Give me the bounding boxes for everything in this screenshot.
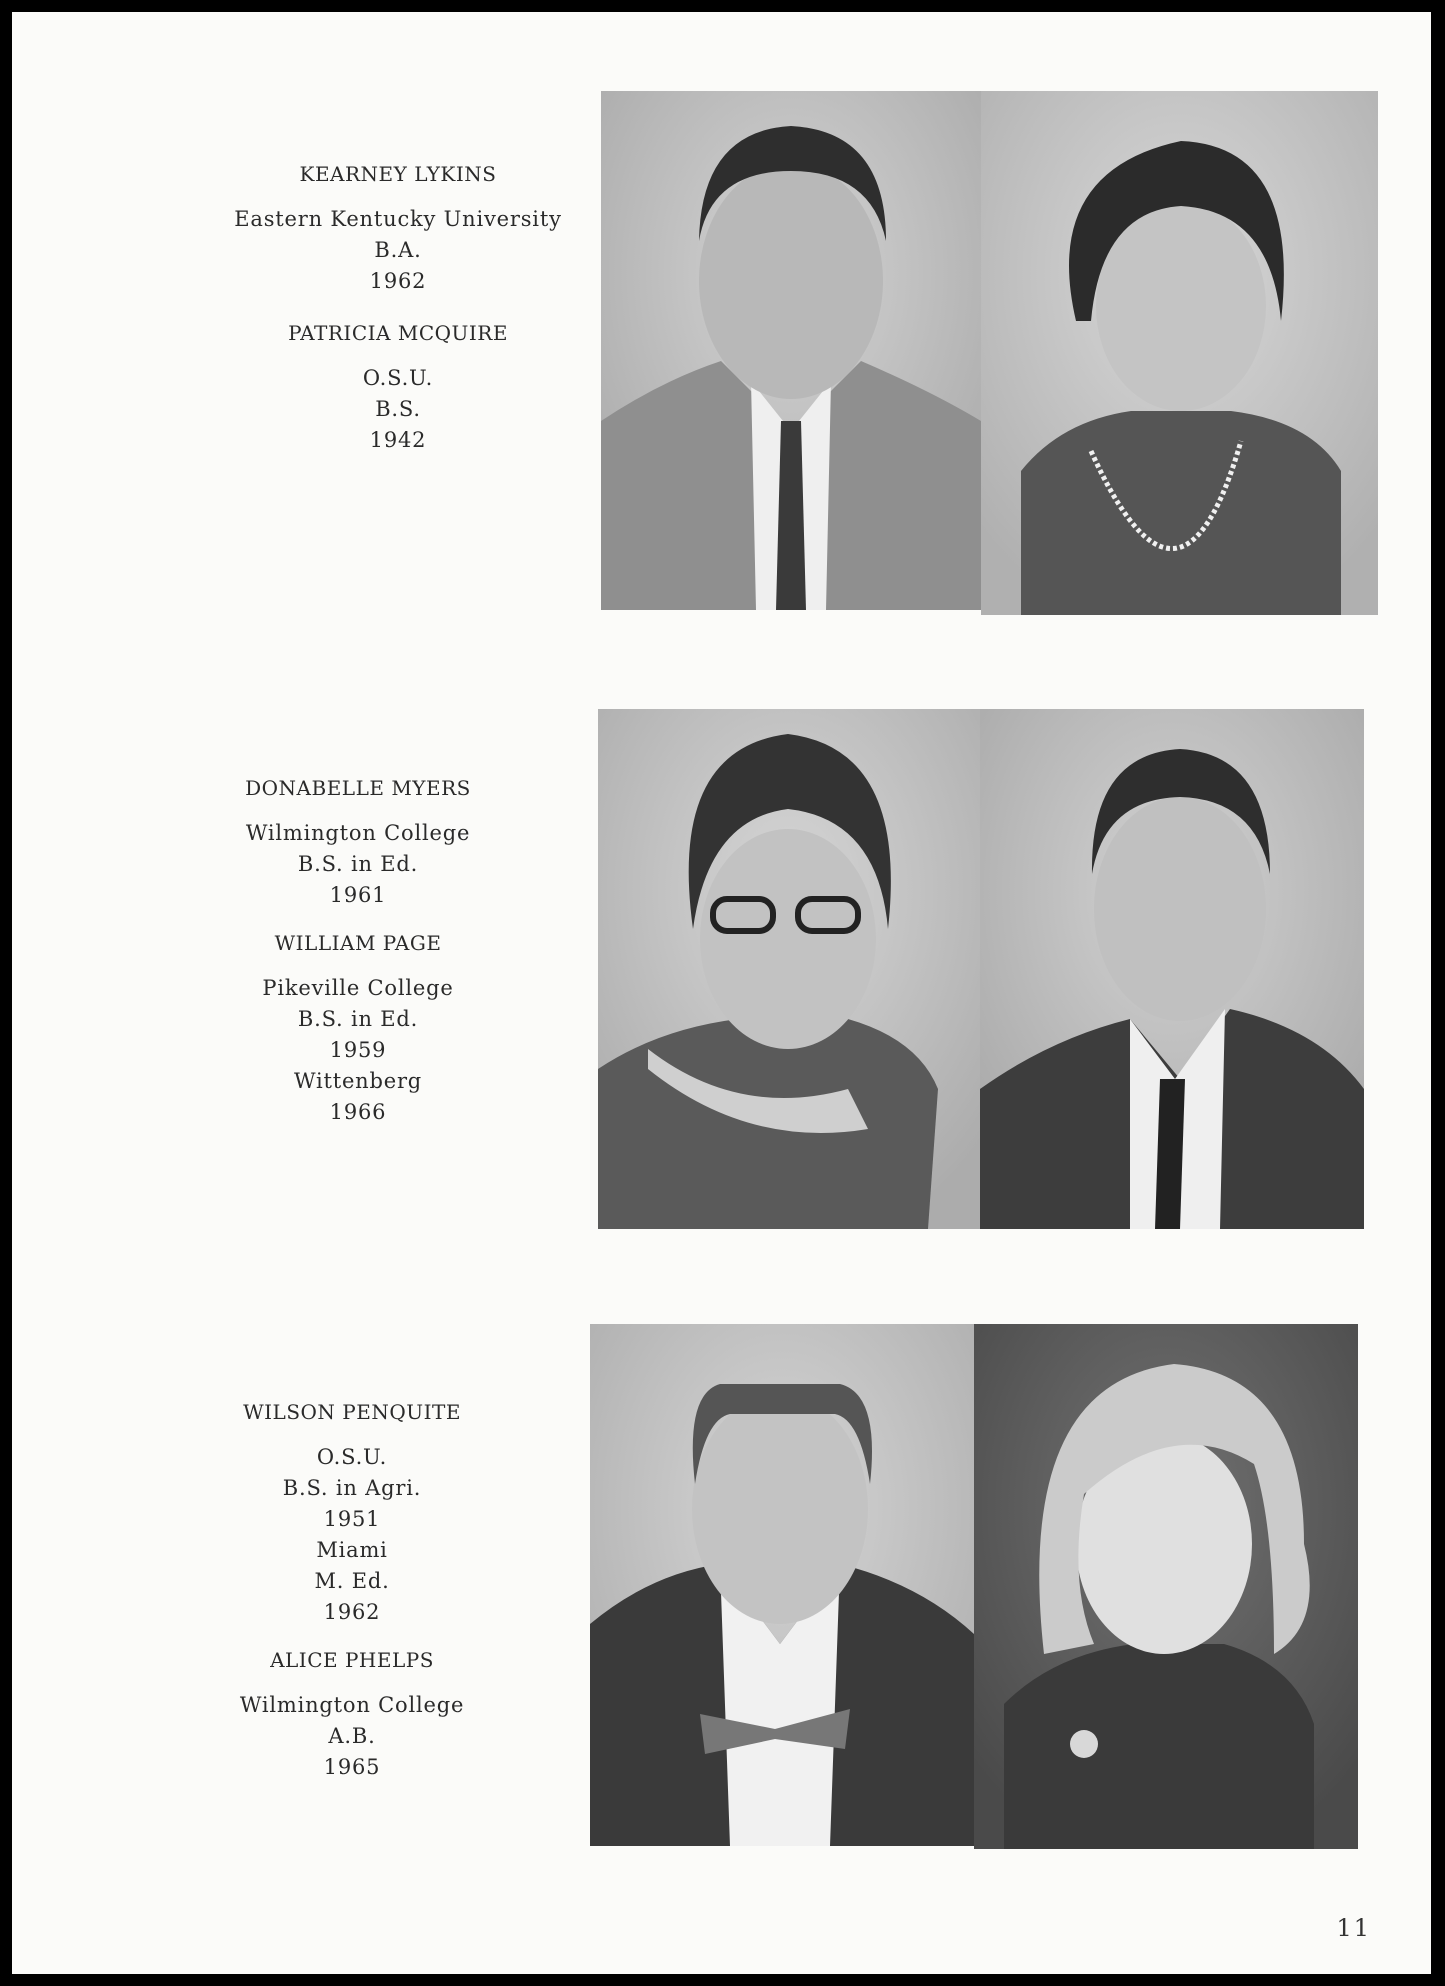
credential-line: B.S. in Ed. <box>297 852 419 876</box>
credential-line: Wilmington College <box>245 821 471 845</box>
portrait-photo-man-bowtie <box>590 1324 974 1846</box>
portrait-photo-man-suit <box>601 91 981 610</box>
credential-line: M. Ed. <box>314 1569 390 1593</box>
credential-line: 1962 <box>323 1600 381 1624</box>
person-name: WILSON PENQUITE <box>243 1400 461 1424</box>
person-name: WILLIAM PAGE <box>274 931 442 955</box>
credential-line: 1959 <box>329 1038 387 1062</box>
credential-line: Wittenberg <box>293 1069 423 1093</box>
caption-block-row-1 <box>218 160 578 456</box>
person-name: ALICE PHELPS <box>270 1648 434 1672</box>
caption-block-row-3 <box>172 1398 532 1783</box>
page-number: 11 <box>1336 1914 1371 1942</box>
credential-line: 1966 <box>329 1100 387 1124</box>
credential-line: 1942 <box>369 428 427 452</box>
portrait-photo-woman-smiling <box>974 1324 1358 1849</box>
credential-line: Miami <box>316 1538 388 1562</box>
portrait-photo-woman-glasses <box>598 709 980 1229</box>
credential-line: O.S.U. <box>316 1445 388 1469</box>
yearbook-page <box>12 12 1431 1974</box>
portrait-photo-man-tie <box>980 709 1364 1229</box>
credential-line: 1965 <box>323 1755 381 1779</box>
caption-block-row-2 <box>178 774 538 1128</box>
credential-line: 1961 <box>329 883 387 907</box>
person-name: DONABELLE MYERS <box>245 776 471 800</box>
credential-line: 1962 <box>369 269 427 293</box>
credential-line: B.A. <box>374 238 422 262</box>
credential-line: 1951 <box>323 1507 381 1531</box>
credential-line: Wilmington College <box>239 1693 465 1717</box>
credential-line: Pikeville College <box>262 976 454 1000</box>
credential-line: B.S. <box>375 397 421 421</box>
credential-line: Eastern Kentucky University <box>234 207 562 231</box>
person-name: PATRICIA MCQUIRE <box>288 321 508 345</box>
credential-line: O.S.U. <box>362 366 434 390</box>
credential-line: B.S. in Ed. <box>297 1007 419 1031</box>
portrait-photo-woman-pearls <box>981 91 1378 615</box>
credential-line: A.B. <box>328 1724 376 1748</box>
person-name: KEARNEY LYKINS <box>299 162 497 186</box>
credential-line: B.S. in Agri. <box>282 1476 422 1500</box>
